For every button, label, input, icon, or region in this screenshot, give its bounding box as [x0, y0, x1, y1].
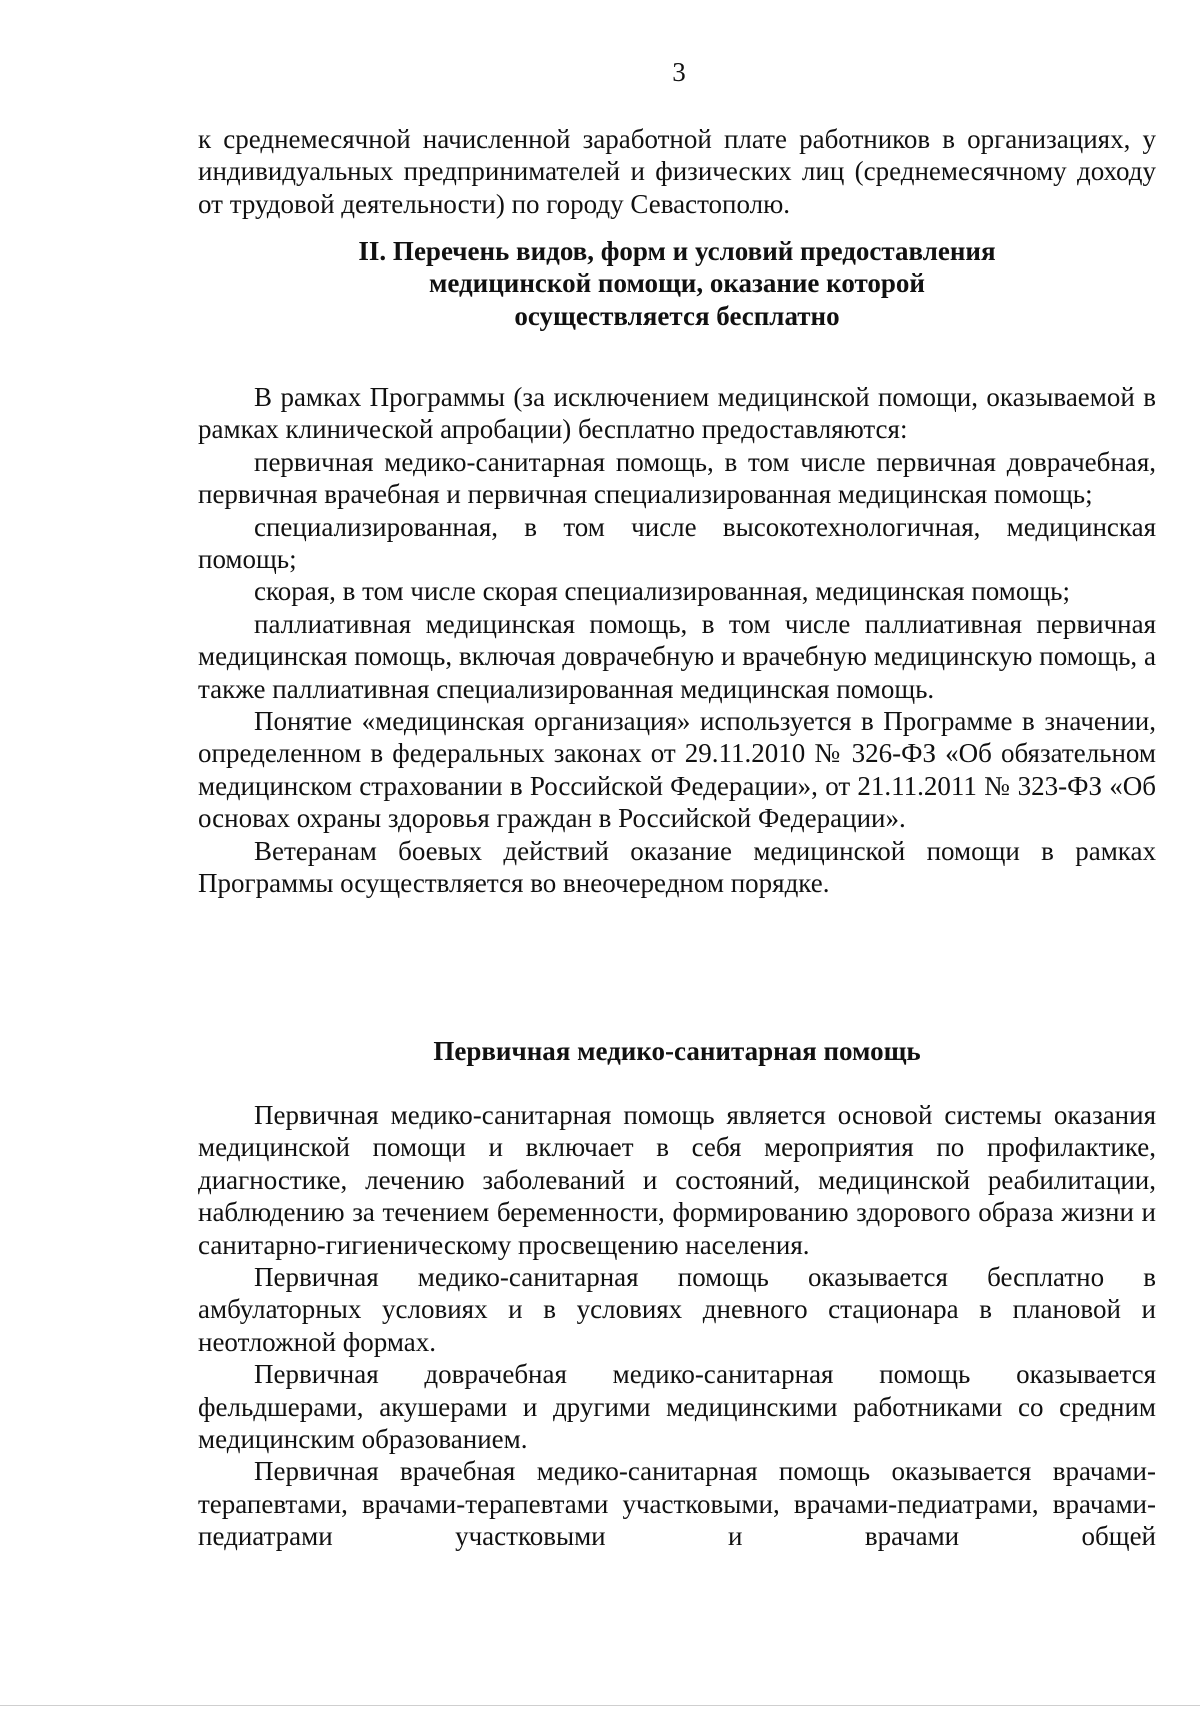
section-2-heading-line: осуществляется бесплатно — [514, 300, 840, 331]
primary-care-paragraph: Первичная врачебная медико-санитарная помощь оказывается врачами-терапевтами, врачами-терапевтами участковыми, врачами-педиатрами, врачами-педиатрами участковыми и врачами общей — [198, 1456, 1156, 1552]
primary-care-heading: Первичная медико-санитарная помощь — [433, 1036, 921, 1066]
page-number: 3 — [672, 57, 686, 87]
intro-text-block — [198, 123, 1156, 220]
section-2-heading-line: II. Перечень видов, форм и условий предоставления — [358, 236, 996, 266]
section-2-paragraph: паллиативная медицинская помощь, в том числе паллиативная первичная медицинская помощь, включая доврачебную и врачебную медицинскую помощь, а также паллиативная специализированная медицинская помощь. — [198, 608, 1156, 704]
intro-paragraph: к среднемесячной начисленной заработной плате работников в организациях, у индивидуальных предпринимателей и физических лиц (среднемесячному доходу от трудовой деятельности) по городу Севастополю. — [198, 124, 1156, 219]
primary-care-paragraph: Первичная доврачебная медико-санитарная помощь оказывается фельдшерами, акушерами и другими медицинскими работниками со средним медицинским образованием. — [198, 1359, 1156, 1455]
section-2-heading — [198, 235, 1156, 332]
section-2-paragraph: специализированная, в том числе высокотехнологичная, медицинская помощь; — [198, 511, 1156, 575]
page-bottom-edge — [0, 1705, 1200, 1706]
primary-care-paragraph: Первичная медико-санитарная помощь оказывается бесплатно в амбулаторных условиях и в условиях дневного стационара в плановой и неотложной формах. — [198, 1262, 1156, 1357]
section-2-paragraph: скорая, в том числе скорая специализированная, медицинская помощь; — [254, 576, 1070, 607]
section-2-paragraph: первичная медико-санитарная помощь, в том числе первичная доврачебная, первичная врачебная и первичная специализированная медицинская помощь; — [198, 446, 1156, 510]
section-2-paragraph: Ветеранам боевых действий оказание медицинской помощи в рамках Программы осуществляется во внеочередном порядке. — [198, 835, 1156, 899]
section-2-body — [198, 381, 1156, 900]
section-2-paragraph: В рамках Программы (за исключением медицинской помощи, оказываемой в рамках клинической апробации) бесплатно предоставляются: — [198, 382, 1156, 445]
section-2-paragraph: Понятие «медицинская организация» используется в Программе в значении, определенном в федеральных законах от 29.11.2010 № 326-ФЗ «Об обязательном медицинском страховании в Российской Федерации», от 21.11.2011 № 323-ФЗ «Об основах охраны здоровья граждан в Российской Федерации». — [198, 706, 1156, 834]
section-2-heading-line: медицинской помощи, оказание которой — [429, 268, 925, 299]
primary-care-paragraph: Первичная медико-санитарная помощь является основой системы оказания медицинской помощи и включает в себя мероприятия по профилактике, диагностике, лечению заболеваний и состояний, медицинской реабилитации, наблюдению за течением беременности, формированию здорового образа жизни и санитарно-гигиеническому просвещению населения. — [198, 1100, 1156, 1260]
primary-care-body — [198, 1099, 1156, 1553]
